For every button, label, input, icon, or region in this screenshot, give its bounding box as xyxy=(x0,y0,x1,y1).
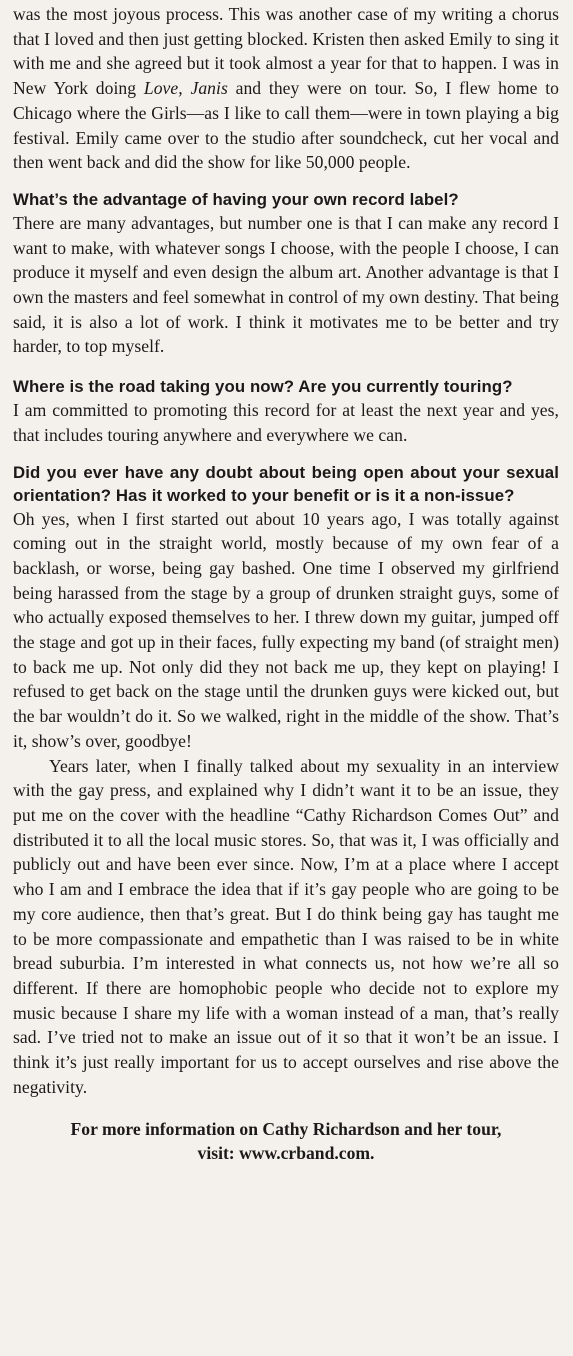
qa-record-label xyxy=(13,188,559,359)
question-heading: Did you ever have any doubt about being open about your sexual orientation? Has it worked to your benefit or is it a non-issue? xyxy=(13,462,559,505)
qa-sexual-orientation xyxy=(13,461,559,1100)
intro-text-end: and they were on tour. So, I flew home to Chicago where the Girls—as I like to call them—were in town playing a big festival. Emily came over to the studio after soundcheck, cut her vocal and then went back and did the show for like 50,000 people. xyxy=(13,78,560,173)
qa-touring xyxy=(13,375,559,447)
answer-paragraph: There are many advantages, but number one is that I can make any record I want to make, with whatever songs I choose, with the people I choose, I can produce it myself and even design the album art. Another advantage is that I own the masters and feel somewhat in control of my own destiny. That being said, it is also a lot of work. I think it motivates me to be better and try harder, to top myself. xyxy=(13,212,559,357)
answer-paragraph: I am committed to promoting this record for at least the next year and yes, that includes touring anywhere and everywhere we can. xyxy=(13,400,559,445)
footer-website-line: visit: www.crband.com. xyxy=(197,1143,375,1164)
intro-paragraph xyxy=(13,2,559,175)
answer-paragraph: Oh yes, when I first started out about 10 years ago, I was totally against coming out in the straight world, mostly because of my own fear of a backlash, or worse, being gay bashed. One time I observed my girlfriend being harassed from the stage by a group of drunken straight guys, some of who actually exposed themselves to her. I threw down my guitar, jumped off the stage and got up in their faces, fully expecting my band (of straight men) to back me up. Not only did they not back me up, they kept on playing! I refused to get back on the stage until the drunken guys were kicked out, but the bar wouldn’t do it. So we walked, right in the middle of the show. That’s it, show’s over, goodbye! xyxy=(13,508,559,751)
footer-info xyxy=(13,1117,559,1165)
intro-text-start: was the most joyous process. This was another case of my writing a chorus that I loved and then just getting blocked. Kristen then asked Emily to sing it with me and she agreed but it took almost a year for that to happen. I was in New York doing xyxy=(13,4,559,99)
show-title: Love, Janis xyxy=(143,78,228,99)
question-heading: Where is the road taking you now? Are you currently touring? xyxy=(13,377,513,397)
question-heading: What’s the advantage of having your own record label? xyxy=(13,189,459,209)
footer-line-1: For more information on Cathy Richardson and her tour, xyxy=(70,1119,502,1140)
answer-paragraph-continued: Years later, when I finally talked about my sexuality in an interview with the gay press, and explained why I didn’t want it to be an issue, they put me on the cover with the headline “Cathy Richardson Comes Out” and distributed it to all the local music stores. So, that was it, I was officially and publicly out and have been ever since. Now, I’m at a place where I accept who I am and I embrace the idea that if it’s gay people who are going to be my core audience, then that’s great. But I do think being gay has taught me to be more compassionate and empathetic than I was raised to be in white bread suburbia. I’m interested in what connects us, not how we’re all so different. If there are homophobic people who decide not to explore my music because I share my life with a woman instead of a man, that’s really sad. I’ve tried not to make an issue out of it so that it won’t be an issue. I think it’s just really important for us to accept ourselves and rise above the negativity. xyxy=(13,755,559,1097)
